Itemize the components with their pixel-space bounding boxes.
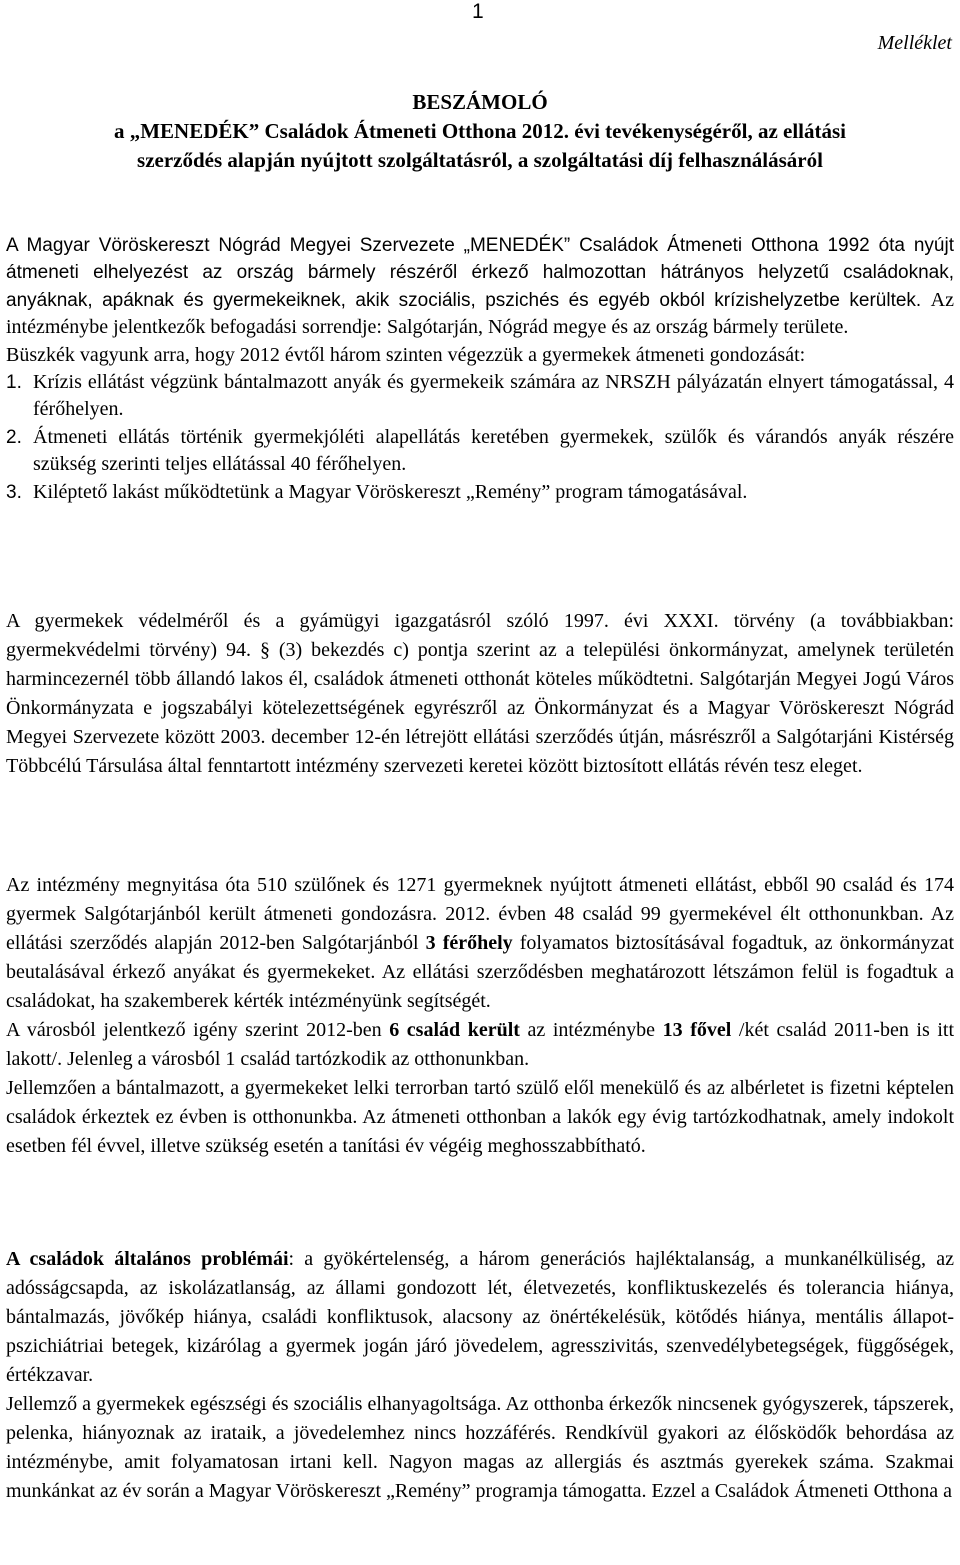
list-item-text: Kiléptető lakást működtetünk a Magyar Vöröskereszt „Remény” program támogatásával. — [33, 480, 748, 503]
law-paragraph: A gyermekek védelméről és a gyámügyi igazgatásról szóló 1997. évi XXXI. törvény (a továbbiakban: gyermekvédelmi törvény) 94. § (3) bekezdés c) pontja szerint az a települési önkormányzat, amelynek területén harmincezernél több állandó lakos él, családok átmeneti otthonát köteles működtetni. Salgótarján Megyei Jogú Város Önkormányzata e jogszabályi kötelezettségének egyrészről az Önkormányzat és a Magyar Vöröskereszt Nógrád Megyei Szervezete között 2003. december 12-én létrejött ellátási szerződés útján, másrészről a Salgótarjáni Kistérség Többcélú Társulása által fenntartott intézmény szervezeti keretei között biztosított ellátás révén tesz eleget. — [6, 610, 954, 777]
report-subtitle-line-2: szerződés alapján nyújtott szolgáltatásról, a szolgáltatási díj felhasználásáról — [137, 148, 823, 172]
problems-paragraph-1: A családok általános problémái: a gyökértelenség, a három generációs hajléktalanság, a munkanélküliség, az adósságcsapda, az iskolázatlanság, az állami gondozott lét, életvezetés, konfliktuskezelés és tolerancia hiánya, bántalmazás, jövőkép hiánya, családi konfliktusok, alacsony az önértékelésük, kötődés hiánya, mentális állapot-pszichiátriai betegek, kizárólag a gyermek jogán járó jövedelem, agresszivitás, szenvedélybetegségek, függőségek, értékzavar. — [6, 1248, 954, 1386]
list-item-number: 1. — [6, 372, 22, 394]
list-item — [6, 424, 954, 479]
statistics-paragraph-1: Az intézmény megnyitása óta 510 szülőnek és 1271 gyermeknek nyújtott átmeneti ellátást, ebből 90 család és 174 gyermek Salgótarjánból került átmeneti gondozásra. 2012. évben 48 család 99 gyermekével élt otthonunkban. Az ellátási szerződés alapján 2012-ben Salgótarjánból 3 férőhely folyamatos biztosításával fogadtuk, az önkormányzat beutalásával érkező anyákat és gyermekeket. Az ellátási szerződésben meghatározott létszámon felül is fogadtuk a családokat, ha szakemberek kérték intézményünk segítségét. — [6, 874, 954, 1012]
report-subtitle-line-1: a „MENEDÉK” Családok Átmeneti Otthona 2012. évi tevékenységéről, az ellátási — [113, 119, 847, 143]
problems-heading: A családok általános problémái — [6, 1248, 289, 1270]
law-section — [6, 607, 954, 781]
list-item — [6, 369, 954, 424]
statistics-paragraph-3: Jellemzően a bántalmazott, a gyermekeket lelki terrorban tartó szülő elől menekülő és az albérletet is fizetni képtelen családok érkeztek ez évben is otthonunkba. Az átmeneti otthonban a lakók egy évig tartózkodhatnak, amely indokolt esetben fél évvel, illetve szükség esetén a tanítási év végéig meghosszabbítható. — [6, 1077, 954, 1157]
list-item-text: Átmeneti ellátás történik gyermekjóléti alapellátás keretében gyermekek, szülők és várandós anyák részére szükség szerinti teljes ellátással 40 férőhelyen. — [33, 425, 954, 476]
page-number: 1 — [472, 0, 484, 23]
problems-section — [6, 1245, 954, 1506]
list-item-text: Krízis ellátást végzünk bántalmazott anyák és gyermekeik számára az NRSZH pályázatán elnyert támogatással, 4 férőhelyen. — [33, 371, 954, 421]
report-title: BESZÁMOLÓ — [412, 90, 548, 114]
statistics-section — [6, 871, 954, 1161]
list-item-number: 2. — [6, 426, 22, 448]
persons-highlight: 13 fővel — [662, 1019, 732, 1041]
care-levels-list — [6, 369, 954, 506]
intro-section — [6, 232, 954, 506]
intro-order-text: Az intézménybe jelentkezők befogadási sorrendje: Salgótarján, Nógrád megye és az ország bármely területe. — [6, 288, 954, 339]
families-highlight: 6 család került — [389, 1019, 520, 1041]
list-item — [6, 479, 954, 506]
statistics-paragraph-2: A városból jelentkező igény szerint 2012-ben 6 család került az intézménybe 13 fővel /két család 2011-ben is itt lakott/. Jelenleg a városból 1 család tartózkodik az otthonunkban. — [6, 1019, 955, 1070]
capacity-highlight: 3 férőhely — [425, 932, 513, 954]
levels-paragraph: Büszkék vagyunk arra, hogy 2012 évtől három szinten végezzük a gyermekek átmeneti gondozását: — [6, 343, 806, 366]
annex-label: Melléklet — [877, 32, 952, 54]
list-item-number: 3. — [6, 481, 22, 503]
intro-text: A Magyar Vöröskereszt Nógrád Megyei Szervezete „MENEDÉK” Családok Átmeneti Otthona 1992 óta nyújt átmeneti elhelyezést az ország bármely részéről érkező halmozottan hátrányos helyzetű családoknak, anyáknak, apáknak és gyermekeiknek, akik szociális, pszichés és egyéb okból krízishelyzetbe kerültek. — [6, 235, 954, 311]
problems-paragraph-2: Jellemző a gyermekek egészségi és szociális elhanyagoltsága. Az otthonba érkezők nincsenek gyógyszerek, tápszerek, pelenka, hiányoznak az irataik, a jövedelemhez nincs hozzáférés. Rendkívül gyakori az élősködők behordása az intézménybe, amit folyamatosan irtani kell. Nagyon magas az allergiás és asztmás gyerekek száma. Szakmai munkánkat az év során a Magyar Vöröskereszt „Remény” programja támogatta. Ezzel a Családok Átmeneti Otthona a — [6, 1393, 954, 1502]
intro-paragraph — [6, 232, 954, 342]
